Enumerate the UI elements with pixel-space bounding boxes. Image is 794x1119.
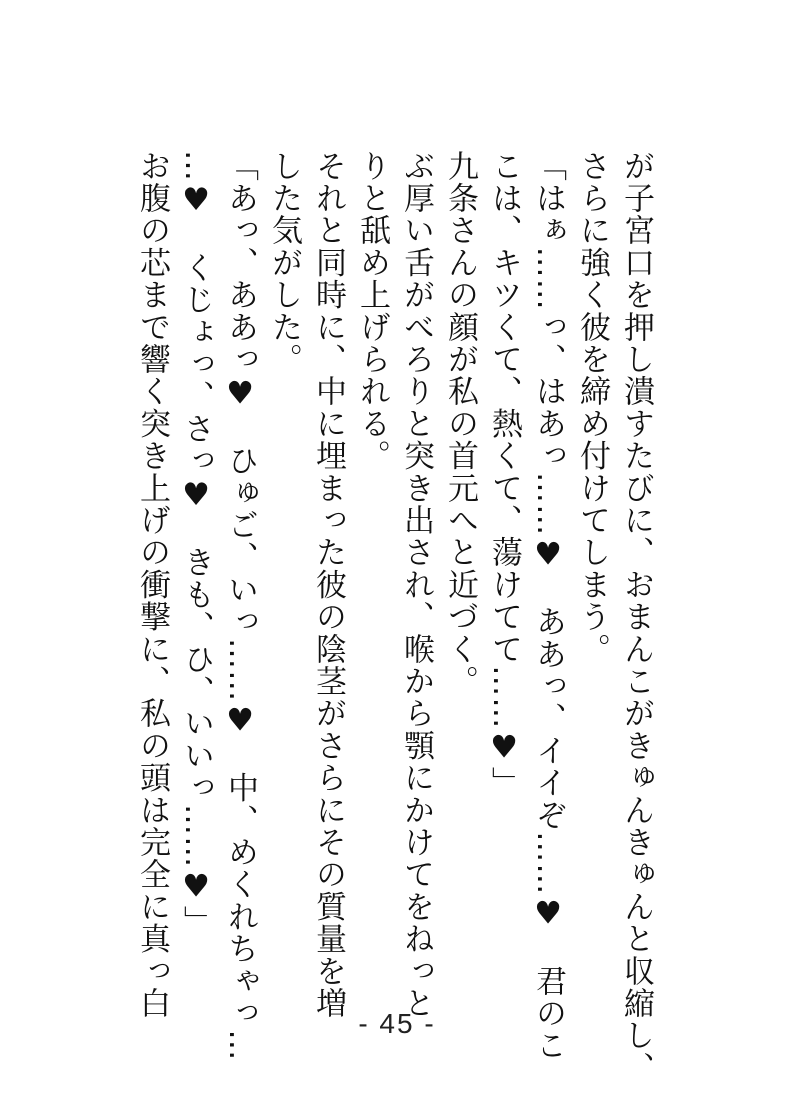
text-line-6: ぶ厚い舌がべろりと突き出され、喉から顎にかけてをねっと (398, 150, 434, 1020)
text-line-3: 「はぁ……っ、はあっ……♥ ああっ、イイぞ……♥ 君のこ (530, 150, 566, 1062)
text-line-5: 九条さんの顔が私の首元へと近づく。 (442, 150, 478, 698)
text-line-1: が子宮口を押し潰すたびに、おまんこがきゅんきゅんと収縮し、 (618, 150, 654, 1084)
text-line-11: …♥ くじょっ、さっ♥ きも、ひ、いいっ……♥」 (178, 150, 214, 938)
text-line-4: こは、キツくて、熱くて、蕩けてて……♥」 (486, 150, 522, 799)
text-line-9: した気がした。 (266, 150, 302, 376)
text-line-10: 「あっ、ああっ♥ ひゅご、いっ……♥ 中、めくれちゃっ… (222, 150, 258, 1062)
text-line-12: お腹の芯まで響く突き上げの衝撃に、私の頭は完全に真っ白 (134, 150, 170, 1020)
text-line-8: それと同時に、中に埋まった彼の陰茎がさらにその質量を増 (310, 150, 346, 1020)
text-line-7: りと舐め上げられる。 (354, 150, 390, 472)
page-number: - 45 - (358, 1008, 436, 1039)
text-line-2: さらに強く彼を締め付けてしまう。 (574, 150, 610, 666)
